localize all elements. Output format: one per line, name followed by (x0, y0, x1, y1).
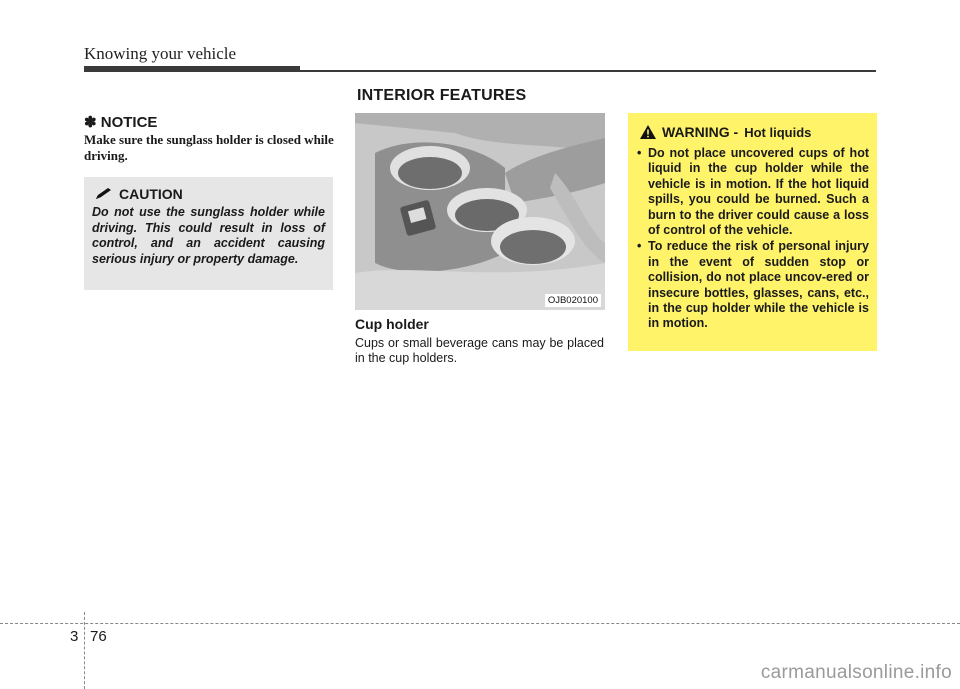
header-rule-thin (300, 70, 876, 72)
warning-triangle-icon (640, 125, 656, 139)
warning-title: WARNING - (662, 124, 739, 140)
warning-item: • Do not place uncovered cups of hot liquid in the cup holder while the vehicle is in motion. If the hot liquid spills, you could be burned. Such a burn to the driver could cause a loss of control of the vehicle. (636, 146, 869, 238)
figure-code: OJB020100 (545, 294, 601, 307)
cup-holder-illustration (355, 113, 605, 310)
warning-list (636, 146, 869, 333)
header-rule-thick (84, 66, 300, 72)
warning-item: • To reduce the risk of personal injury in the event of sudden stop or collision, do not place uncov-ered or insecure bottles, glasses, cans, etc., in the cup holder while the vehicle is in motion. (636, 239, 869, 331)
caution-body: Do not use the sunglass holder while driving. This could result in loss of control, and an accident causing serious injury or property damage. (92, 205, 325, 266)
warning-box (628, 113, 877, 351)
notice-title: ✽ NOTICE (84, 114, 158, 131)
notice-body: Make sure the sunglass holder is closed while driving. (84, 132, 334, 163)
cup-holder-photo (355, 113, 605, 310)
cup-holder-title: Cup holder (355, 316, 429, 332)
caution-pencil-icon (95, 188, 113, 200)
cup-holder-body: Cups or small beverage cans may be placed in the cup holders. (355, 336, 604, 365)
page-number: 76 (90, 628, 107, 645)
running-header: Knowing your vehicle (84, 44, 237, 63)
footer-vertical-divider (84, 612, 85, 689)
watermark: carmanualsonline.info (760, 662, 952, 683)
caution-title: CAUTION (119, 186, 183, 202)
warning-subtitle: Hot liquids (744, 124, 812, 140)
caution-box (84, 177, 333, 290)
footer-divider (0, 623, 960, 624)
section-title: INTERIOR FEATURES (357, 87, 527, 104)
caution-header (95, 186, 183, 202)
chapter-number: 3 (70, 628, 79, 645)
warning-header (640, 124, 811, 140)
